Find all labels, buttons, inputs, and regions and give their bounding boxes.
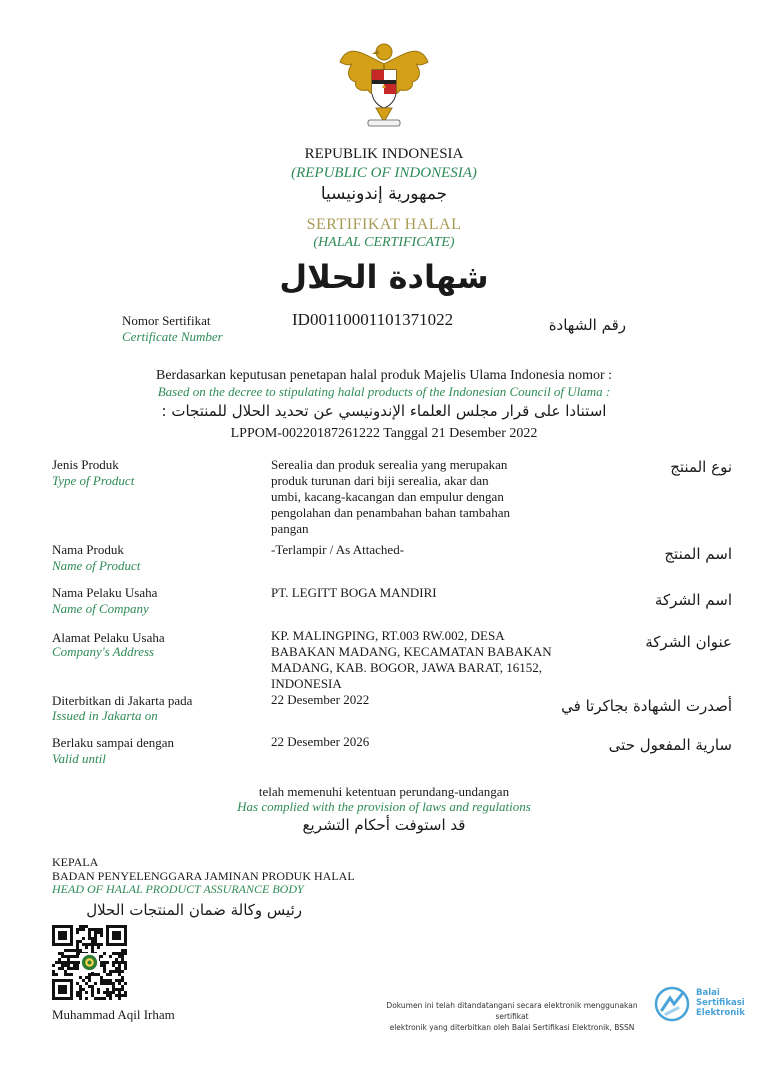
signatory-body-ar: رئيس وكالة ضمان المنتجات الحلال xyxy=(86,901,302,919)
compliance-text-id: telah memenuhi ketentuan perundang-undangan xyxy=(258,784,510,799)
field-label-type-ar: نوع المنتج xyxy=(670,458,732,476)
field-value-company: PT. LEGITT BOGA MANDIRI xyxy=(271,585,437,600)
field-label-valid-ar: سارية المفعول حتى xyxy=(608,736,732,754)
halal-logo-icon xyxy=(80,953,99,972)
field-value-issued: 22 Desember 2022 xyxy=(271,692,370,707)
country-name-id: REPUBLIK INDONESIA xyxy=(304,146,464,162)
certificate-number: ID00110001101371022 xyxy=(292,310,454,329)
certificate-title-id: SERTIFIKAT HALAL xyxy=(306,216,462,233)
signatory-body: BADAN PENYELENGGARA JAMINAN PRODUK HALAL xyxy=(52,869,355,883)
field-label-address-en: Company's Address xyxy=(52,644,155,659)
field-label-valid-en: Valid until xyxy=(52,751,106,766)
field-label-product-en: Name of Product xyxy=(52,558,141,573)
bsre-line-3: Elektronik xyxy=(696,1008,745,1018)
field-label-issued-en: Issued in Jakarta on xyxy=(52,708,158,723)
field-label-type: Jenis Produk xyxy=(52,457,119,472)
compliance-text-en: Has complied with the provision of laws and regulations xyxy=(237,799,531,814)
field-label-issued-ar: أصدرت الشهادة بجاكرتا في xyxy=(561,697,732,715)
field-label-company-en: Name of Company xyxy=(52,601,149,616)
decree-text-en: Based on the decree to stipulating halal products of the Indonesian Council of Ulama : xyxy=(157,384,611,399)
country-name-en: (REPUBLIC OF INDONESIA) xyxy=(291,165,477,181)
qr-code[interactable] xyxy=(52,925,127,1000)
bsre-line-1: Balai xyxy=(696,988,720,998)
country-name-ar: جمهورية إندونيسيا xyxy=(320,184,448,204)
bsre-line-2: Sertifikasi xyxy=(696,998,745,1008)
field-label-product: Nama Produk xyxy=(52,542,124,557)
certificate-number-label-ar: رقم الشهادة xyxy=(548,316,626,334)
signatory-head: KEPALA xyxy=(52,855,99,869)
certificate-number-label: Nomor Sertifikat xyxy=(122,313,211,328)
electronic-signature-notice: Dokumen ini telah ditandatangani secara elektronik menggunakan sertifikat elektronik yang diterbitkan oleh Balai Sertifikasi Elektronik, BSSN xyxy=(386,1001,638,1032)
field-value-product: -Terlampir / As Attached- xyxy=(271,542,405,557)
decree-reference: LPPOM-00220187261222 Tanggal 21 Desember 2022 xyxy=(230,426,538,441)
compliance-text-ar: قد استوفت أحكام التشريع xyxy=(302,816,466,834)
decree-text-ar: استنادا على قرار مجلس العلماء الإندونيسي عن تحديد الحلال للمنتجات : xyxy=(161,402,607,420)
field-label-issued: Diterbitkan di Jakarta pada xyxy=(52,693,193,708)
signatory-body-en: HEAD OF HALAL PRODUCT ASSURANCE BODY xyxy=(52,882,304,896)
certificate-number-label-en: Certificate Number xyxy=(122,329,223,344)
bsre-emblem-icon xyxy=(654,986,694,1026)
field-value-valid: 22 Desember 2026 xyxy=(271,734,370,749)
certificate-title-en: (HALAL CERTIFICATE) xyxy=(313,235,455,250)
field-value-type: Serealia dan produk serealia yang merupakan produk turunan dari biji serealia, akar dan umbi, kacang-kacangan dan empulur dengan pengolahan dan penambahan bahan tambahan pangan xyxy=(271,457,510,536)
signatory-name: Muhammad Aqil Irham xyxy=(52,1007,175,1022)
field-label-type-en: Type of Product xyxy=(52,473,135,488)
field-label-company: Nama Pelaku Usaha xyxy=(52,585,158,600)
certificate-title-ar: شهادة الحلال xyxy=(279,258,489,296)
field-label-valid: Berlaku sampai dengan xyxy=(52,735,175,750)
field-label-address-ar: عنوان الشركة xyxy=(645,633,732,651)
field-label-product-ar: اسم المنتج xyxy=(664,545,732,563)
field-label-address: Alamat Pelaku Usaha xyxy=(52,630,165,645)
decree-text-id: Berdasarkan keputusan penetapan halal produk Majelis Ulama Indonesia nomor : xyxy=(155,368,613,383)
field-label-company-ar: اسم الشركة xyxy=(654,591,732,609)
garuda-emblem xyxy=(334,34,434,134)
field-value-address: KP. MALINGPING, RT.003 RW.002, DESA BABAKAN MADANG, KECAMATAN BABAKAN MADANG, KAB. BOGOR, JAWA BARAT, 16152, INDONESIA xyxy=(271,628,552,691)
bsre-logo xyxy=(654,986,754,1026)
